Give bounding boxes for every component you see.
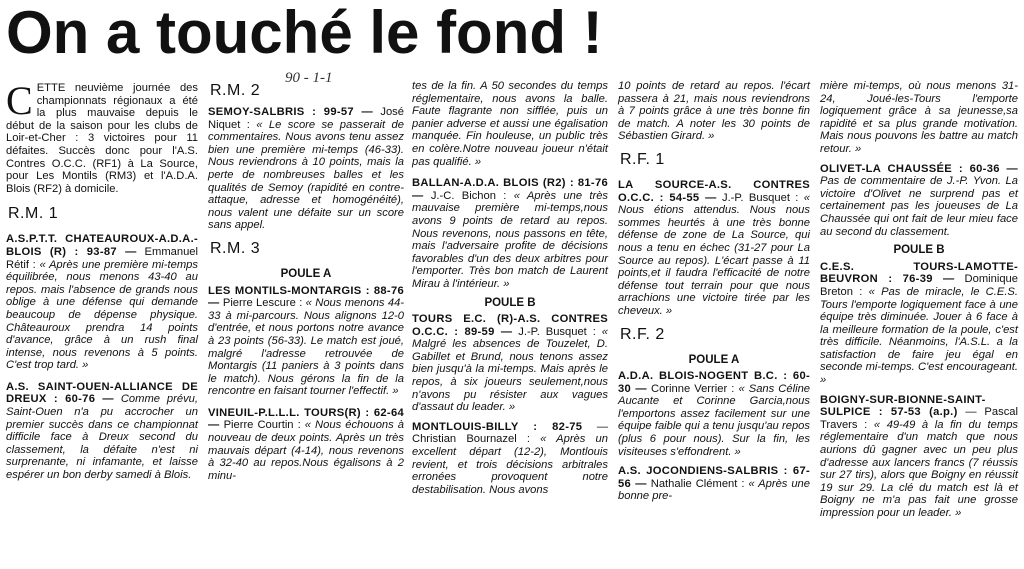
match-quote: « Malgré les absences de Touzelet, D. Gabillet et Brund, nous tenons assez bien jusqu'à la mi-temps. Mais après le repos, à six joueurs seulement,nous n'avons pu résister aux vagues d'assaut du leader. »	[412, 325, 608, 414]
match-quote: « Après une très mauvaise première mi-temps,nous avons 9 points de retard au repos. Nous revenons, nous passons en tête, mais l'adversaire profite de décisions favorables d'un des deux arbitres pour l'emporter. Très bon match de Laurent Mirau à l'intérieur. »	[412, 189, 609, 290]
column-2	[208, 80, 404, 483]
match-report	[6, 233, 198, 372]
match-quote: « Nous menons 44-33 à mi-parcours. Nous alignons 12-0 d'entrée, et nous portons notre avance à 23 points (56-33). Le match est joué, malgré l'adresse retrouvée de Montargis (11 paniers à 3 points dans le match). Nous gérons la fin de la rencontre en faisant tourner l'effectif. »	[208, 297, 405, 398]
match-report	[6, 381, 198, 482]
section-rm1: R.M. 1	[8, 205, 59, 223]
match-title: C.E.S. TOURS-LAMOTTE-BEUVRON : 76-39 —	[820, 260, 1018, 286]
poule-heading: POULE A	[688, 353, 740, 366]
author: José Niquet :	[208, 106, 404, 131]
match-report	[618, 179, 810, 318]
match-title: LA SOURCE-A.S. CONTRES O.C.C. : 54-55 —	[618, 178, 810, 204]
match-quote: « Nous étions attendus. Nous nous sommes heurtés à une très bonne défense de zone de La Source, qui nous a tenu en échec (31-27 pour La Source au repos). L'écart passe à 11 points,et il faudra l'efficacité de notre défense tout terrain pour que nous arrachions une victoire tirée par les cheveux. »	[618, 191, 811, 317]
match-report	[208, 407, 404, 483]
poule-heading: POULE A	[280, 267, 332, 280]
author: Corinne Verrier :	[650, 382, 735, 395]
poule-heading: POULE B	[484, 296, 536, 309]
headline: On a touché le fond !	[6, 0, 603, 66]
column-3	[412, 80, 608, 497]
author: Pierre Lescure :	[222, 297, 303, 310]
section-rm3: R.M. 3	[210, 239, 261, 257]
author: Dominique Breton :	[820, 273, 1018, 298]
author: J.-C. Bichon :	[430, 189, 507, 202]
match-title: TOURS E.C. (R)-A.S. CONTRES O.C.C. : 89-59 —	[412, 313, 608, 338]
match-title: MONTLOUIS-BILLY : 82-75	[412, 420, 583, 433]
match-title: VINEUIL-P.L.L.L. TOURS(R) : 62-64 —	[208, 406, 404, 432]
section-rm2: R.M. 2	[210, 82, 261, 99]
drop-cap: C	[6, 78, 33, 123]
poule-heading: POULE B	[893, 244, 945, 257]
match-quote: « Le score se passerait de commentaires. Nous avons tenu assez bien une première mi-temps (46-33). Nous reviendrons à 10 points, mais la perte de nombreuses balles et les qualités de Semoy (rapidité en contre-attaque, adresse et homogénéité), nous valent une défaite sur un score sans appel.	[208, 118, 405, 232]
match-title: BALLAN-A.D.A. BLOIS (R2) : 81-76 —	[412, 177, 608, 202]
match-report	[208, 285, 404, 398]
handwritten-note: 90 - 1-1	[285, 70, 333, 86]
match-report	[412, 177, 608, 290]
match-report	[820, 394, 1018, 520]
match-title: A.S.P.T.T. CHATEAUROUX-A.D.A.-BLOIS (R) : 93-87 —	[6, 233, 198, 258]
match-quote: « Après un excellent départ (12-2), Montlouis revient, et trois décisions arbitrales erronées provoquent notre destabilisation. Nous avons	[412, 433, 608, 496]
match-text: Comme prévu, Saint-Ouen n'a pu accrocher un premier succès dans ce championnat difficile face à Dreux second du classement, la défaite n'est ni surprenante, ni infamante, et laisse espérer un bon derby samedi à Blois.	[6, 393, 199, 482]
column-4	[618, 80, 810, 504]
author: J.-P. Busquet :	[518, 325, 596, 338]
continued-text: mière mi-temps, où nous menons 31-24, Joué-les-Tours l'emporte logiquement grâce à sa jeunesse,sa rapidité et sa plus grande motivation. Mais nous pouvons les battre au match retour. »	[820, 80, 1018, 155]
match-report	[412, 313, 608, 414]
match-report	[820, 261, 1018, 387]
author: J.-P. Busquet :	[721, 191, 799, 204]
section-rf1: R.F. 1	[620, 150, 665, 168]
author: Pierre Courtin :	[223, 419, 301, 432]
match-quote: « Après une bonne pre-	[618, 477, 810, 503]
match-text: Pas de commentaire de J.-P. Yvon. La victoire d'Olivet ne surprend pas et certainement pas les joueuses de La Chaussée qui ont fait de leur mieu face au second du classement.	[820, 175, 1018, 238]
match-title: LES MONTILS-MONTARGIS : 88-76 —	[208, 284, 404, 310]
match-title: A.D.A. BLOIS-NOGENT B.C. : 60-30 —	[618, 370, 810, 395]
intro-paragraph	[6, 78, 198, 195]
match-report	[208, 106, 404, 232]
match-title: A.S. SAINT-OUEN-ALLIANCE DE DREUX : 60-76 —	[6, 380, 198, 406]
match-quote: « Pas de miracle, le C.E.S. Tours l'emporte logiquement face à une équipe très diminuée. Jouer à 6 face à la meilleure formation de la poule, c'est très difficile. Néanmoins, l'A.S.L. a la satisfaction de faire jeu égal en seconde mi-temps. C'est encourageant. »	[820, 285, 1019, 387]
match-report	[820, 163, 1018, 239]
author: Emmanuel Rétif :	[6, 245, 199, 271]
author: Nathalie Clément :	[650, 477, 745, 490]
match-quote: « Après une première mi-temps équilibrée, nous menons 43-40 au repos. mais l'absence de grands nous oblige à une défense qui demande beaucoup de dépense physique. Châteauroux prendra 14 points d'avance, grâce à un rush final intense, nous revenons à 5 points. C'est trop tard. »	[6, 258, 198, 372]
intro-text: ETTE neuvième journée des championnats régionaux a été la plus mauvaise depuis le début de la saison pour les clubs de Loir-et-Cher : 3 victoires pour 11 défaites. Succès donc pour l'A.S. Contres O.C.C. (RF1) à La Source, pour Les Montils (RM3) et l'A.D.A. Blois (RF2) à domicile.	[6, 82, 198, 195]
column-1	[6, 78, 199, 483]
match-title: SEMOY-SALBRIS : 99-57 —	[208, 106, 374, 118]
continued-text: tes de la fin. A 50 secondes du temps réglementaire, nous avons la balle. Faute flagrante non sifflée, puis un panier adverse et aussi une égalisation manquée. Fin houleuse, un public très en colère.Notre nouveau joueur n'était pas qualifié. »	[412, 80, 608, 168]
match-title: BOIGNY-SUR-BIONNE-SAINT-SULPICE : 57-53 (a.p.)	[820, 393, 986, 419]
match-quote: « Nous échouons à nouveau de deux points. Après un très mauvais départ (4-14), nous revenons à 32-40 au repos.Nous égalisons à 2 minu-	[208, 419, 405, 482]
author: — Pascal Travers :	[820, 406, 1019, 431]
match-title: OLIVET-LA CHAUSSÉE : 60-36 —	[820, 162, 1018, 175]
match-quote: « Sans Céline Aucante et Corinne Garcia,nous l'emportons assez facilement sur une équipe faible qui a tenu jusqu'au repos (plus 6 pour nous). Sur la fin, les visiteuses s'effondrent. »	[618, 382, 811, 458]
continued-text: 10 points de retard au repos. l'écart passera à 21, mais nous reviendrons à 7 points grâce à une très bonne fin de match. A noter les 30 points de Sébastien Girard. »	[618, 80, 810, 143]
author: — Christian Bournazel :	[412, 420, 608, 446]
section-rf2: R.F. 2	[620, 325, 665, 343]
match-report	[618, 465, 810, 503]
match-report	[618, 370, 810, 458]
column-5	[820, 80, 1018, 521]
match-report	[412, 421, 608, 497]
match-title: A.S. JOCONDIENS-SALBRIS : 67-56 —	[618, 465, 810, 490]
match-quote: « 49-49 à la fin du temps réglementaire d'un match que nous aurions dû gagner avec un peu plus d'adresse aux lancers francs (7 réussis sur 27 tirs), alors que Boigny en réussit 19 sur 29. La clé du match est là et Boigny ne m'a pas fait une grosse impression pour un leader. »	[820, 418, 1019, 519]
